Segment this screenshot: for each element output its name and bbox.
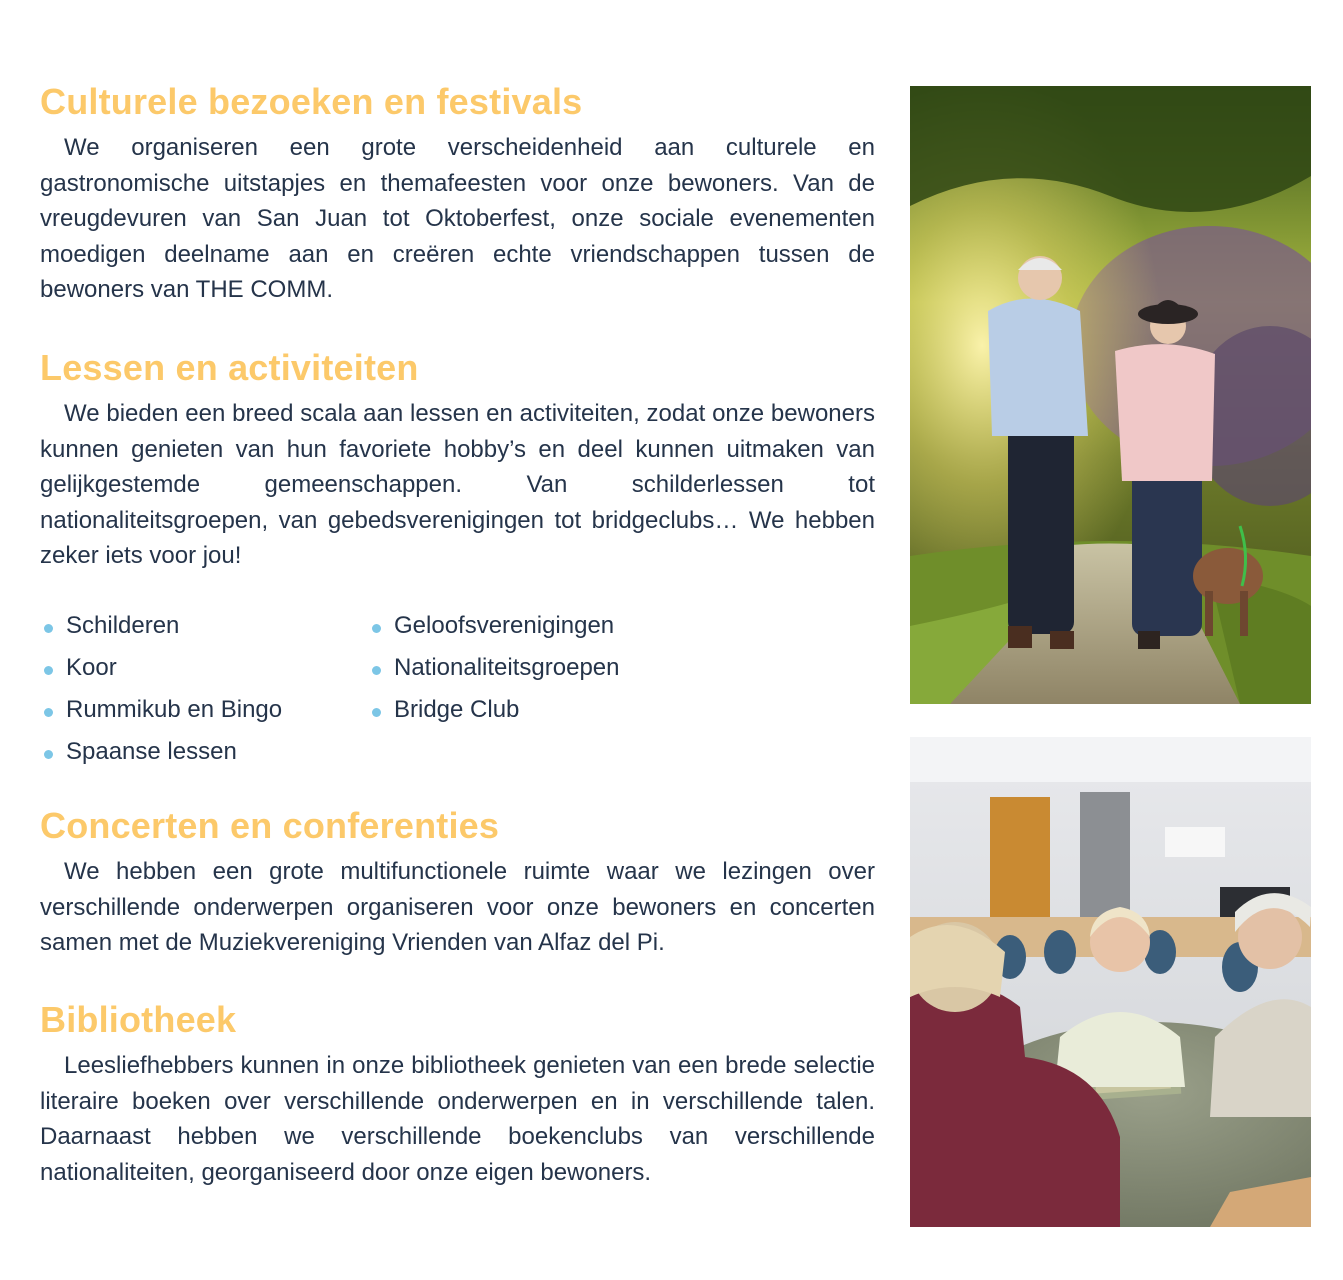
bullet-icon (44, 708, 53, 717)
section-heading: Concerten en conferenties (40, 805, 500, 846)
section-body: Leesliefhebbers kunnen in onze bibliotheek genieten van een brede selectie literaire boeken over verschillende onderwerpen en in verschillende talen. Daarnaast hebben we verschillende boekenclubs van verschillende nationaliteiten, georganiseerd door onze eigen bewoners. (40, 1052, 875, 1186)
section-body: We bieden een breed scala aan lessen en activiteiten, zodat onze bewoners kunnen genieten van hun favoriete hobby’s en deel kunnen uitmaken van gelijkgestemde gemeenschappen. Van schilderlessen tot nationaliteitsgroepen, van gebedsverenigingen tot bridgeclubs… We hebben zeker iets voor jou! (40, 400, 875, 569)
section-body: We organiseren een grote verscheidenheid aan culturele en gastronomische uitstapjes en themafeesten voor onze bewoners. Van de vreugdevuren van San Juan tot Oktoberfest, onze sociale evenementen moedigen deelname aan en creëren echte vriendschappen tussen de bewoners van THE COMM. (40, 134, 875, 303)
section-heading: Lessen en activiteiten (40, 347, 419, 388)
list-item: Geloofsverenigingen (368, 610, 619, 652)
bullet-icon (372, 666, 381, 675)
list-item: Nationaliteitsgroepen (368, 652, 619, 694)
bullet-icon (44, 624, 53, 633)
list-item: Schilderen (40, 610, 282, 652)
activities-list-right (368, 610, 619, 736)
section-lessons-activities (40, 348, 875, 574)
section-body: We hebben een grote multifunctionele ruimte waar we lezingen over verschillende onderwerpen organiseren voor onze bewoners en concerten samen met de Muziekvereniging Vrienden van Alfaz del Pi. (40, 858, 875, 956)
list-item: Koor (40, 652, 282, 694)
section-concerts-conferences (40, 806, 875, 961)
section-heading: Culturele bezoeken en festivals (40, 81, 583, 122)
activities-list-left (40, 610, 282, 778)
list-item: Spaanse lessen (40, 736, 282, 778)
bullet-icon (372, 624, 381, 633)
list-item: Bridge Club (368, 694, 619, 736)
section-library (40, 1000, 875, 1190)
bullet-icon (44, 666, 53, 675)
section-heading: Bibliotheek (40, 999, 237, 1040)
bullet-icon (372, 708, 381, 717)
section-cultural-visits (40, 82, 875, 308)
photo-residents-playing (910, 737, 1311, 1227)
list-item: Rummikub en Bingo (40, 694, 282, 736)
photo-couple-walking (910, 86, 1311, 704)
bullet-icon (44, 750, 53, 759)
